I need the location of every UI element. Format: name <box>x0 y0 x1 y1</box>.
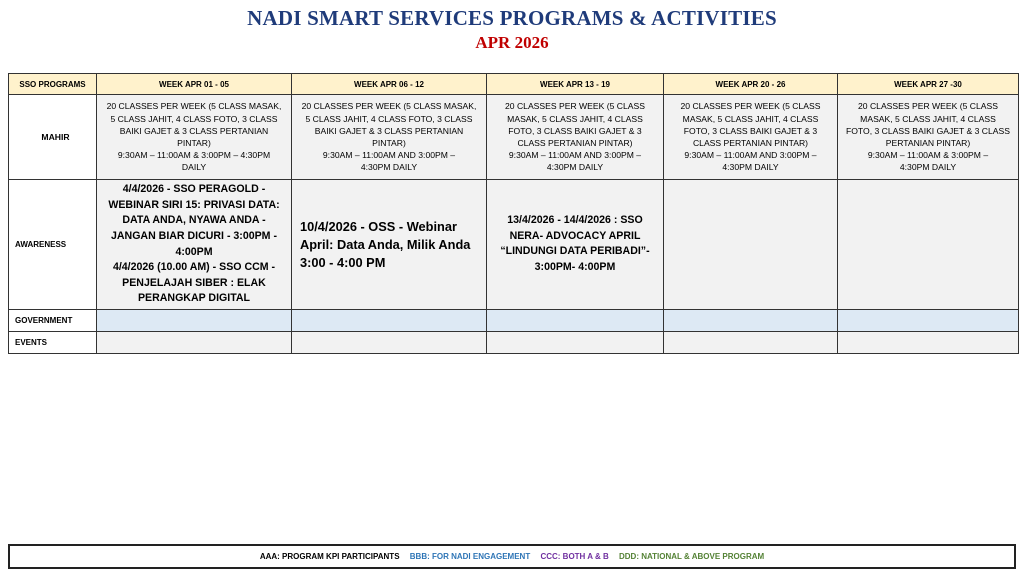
events-row <box>9 332 1019 354</box>
cell-text-line: FOTO, 3 CLASS BAIKI GAJET & 3 <box>508 125 642 136</box>
cell-text-line: 4:30PM DAILY <box>899 162 957 173</box>
mahir-row <box>9 95 1019 180</box>
events-cell <box>97 332 292 354</box>
mahir-cell <box>838 95 1019 180</box>
cell-text-line: 5 CLASS JAHIT, 4 CLASS FOTO, 3 CLASS <box>305 113 473 124</box>
mahir-cell <box>664 95 838 180</box>
mahir-cell <box>97 95 292 180</box>
legend-box <box>8 544 1016 569</box>
events-cell <box>487 332 664 354</box>
cell-text-line: 20 CLASSES PER WEEK (5 CLASS MASAK, <box>106 101 282 112</box>
government-cell <box>487 310 664 332</box>
legend-item-national: DDD: NATIONAL & ABOVE PROGRAM <box>618 552 765 561</box>
page-subtitle: APR 2026 <box>475 33 549 52</box>
events-cell <box>838 332 1019 354</box>
cell-text-line: 4:00PM <box>175 245 213 258</box>
cell-text-line: NERA- ADVOCACY APRIL <box>509 229 641 242</box>
cell-text-line: 20 CLASSES PER WEEK (5 CLASS MASAK, <box>301 101 477 112</box>
cell-text-line: MASAK, 5 CLASS JAHIT, 4 CLASS <box>682 113 819 124</box>
cell-text-line: 20 CLASSES PER WEEK (5 CLASS <box>858 101 998 112</box>
cell-text-line: 9:30AM – 11:00AM AND 3:00PM – <box>322 150 456 161</box>
row-label-events: EVENTS <box>9 332 97 354</box>
cell-text-line: PERANGKAP DIGITAL <box>137 292 251 305</box>
cell-text-line: CLASS PERTANIAN PINTAR) <box>517 138 633 148</box>
government-cell <box>97 310 292 332</box>
cell-text-line: MASAK, 5 CLASS JAHIT, 4 CLASS <box>507 113 643 124</box>
row-label-mahir: MAHIR <box>9 95 97 180</box>
awareness-row <box>9 180 1019 310</box>
mahir-cell <box>487 95 664 180</box>
cell-text-line: 4/4/2026 (10.00 AM) - SSO CCM - <box>112 261 276 274</box>
cell-text-line: BAIKI GAJET & 3 CLASS PERTANIAN <box>314 125 464 136</box>
row-label-awareness: AWARENESS <box>9 180 97 310</box>
cell-text-line: 20 CLASSES PER WEEK (5 CLASS <box>680 101 821 112</box>
awareness-cell <box>292 180 487 310</box>
week-header: WEEK APR 20 - 26 <box>664 74 838 95</box>
government-cell <box>292 310 487 332</box>
cell-text-line: 9:30AM – 11:00AM AND 3:00PM – <box>684 150 817 161</box>
mahir-cell <box>292 95 487 180</box>
government-row <box>9 310 1019 332</box>
awareness-cell <box>838 180 1019 310</box>
legend-item-kpi: AAA: PROGRAM KPI PARTICIPANTS <box>259 552 400 561</box>
cell-text-line: DAILY <box>181 162 207 173</box>
cell-text-line: DATA ANDA, NYAWA ANDA - <box>122 214 266 227</box>
cell-text-line: PINTAR) <box>372 138 406 148</box>
government-cell <box>664 310 838 332</box>
cell-text-line: 4:30PM DAILY <box>546 162 604 173</box>
week-header: WEEK APR 06 - 12 <box>292 74 487 95</box>
cell-text-line: JANGAN BIAR DICURI - 3:00PM - <box>111 229 277 242</box>
cell-text-line: April: Data Anda, Milik Anda <box>300 236 471 252</box>
corner-header: SSO PROGRAMS <box>9 74 97 95</box>
week-header: WEEK APR 13 - 19 <box>487 74 664 95</box>
cell-text-line: 4:30PM DAILY <box>722 162 779 173</box>
cell-text-line: 20 CLASSES PER WEEK (5 CLASS <box>505 101 645 112</box>
awareness-cell <box>97 180 292 310</box>
week-header: WEEK APR 01 - 05 <box>97 74 292 95</box>
government-cell <box>838 310 1019 332</box>
week-header: WEEK APR 27 -30 <box>838 74 1019 95</box>
events-cell <box>292 332 487 354</box>
legend-item-engagement: BBB: FOR NADI ENGAGEMENT <box>409 552 531 561</box>
cell-text-line: 4/4/2026 - SSO PERAGOLD - <box>122 183 266 196</box>
row-label-government: GOVERNMENT <box>9 310 97 332</box>
cell-text-line: 4:30PM DAILY <box>360 162 418 173</box>
cell-text-line: 3:00 - 4:00 PM <box>300 254 386 270</box>
cell-text-line: PINTAR) <box>177 138 211 148</box>
cell-text-line: MASAK, 5 CLASS JAHIT, 4 CLASS <box>860 113 996 124</box>
cell-text-line: BAIKI GAJET & 3 CLASS PERTANIAN <box>119 125 269 136</box>
cell-text-line: 13/4/2026 - 14/4/2026 : SSO <box>507 214 643 226</box>
cell-text-line: WEBINAR SIRI 15: PRIVASI DATA: <box>108 198 280 211</box>
header-row <box>9 74 1019 95</box>
page-title: NADI SMART SERVICES PROGRAMS & ACTIVITIES <box>247 6 777 30</box>
cell-text-line: 9:30AM – 11:00AM & 3:00PM – 4:30PM <box>117 150 271 161</box>
events-cell <box>664 332 838 354</box>
cell-text-line: 9:30AM – 11:00AM & 3:00PM – <box>867 150 989 161</box>
schedule-table <box>8 73 1019 354</box>
cell-text-line: CLASS PERTANIAN PINTAR) <box>692 138 809 148</box>
cell-text-line: PENJELAJAH SIBER : ELAK <box>122 276 266 289</box>
cell-text-line: “LINDUNGI DATA PERIBADI”- <box>500 245 650 257</box>
legend-item-both: CCC: BOTH A & B <box>540 552 609 561</box>
cell-text-line: PERTANIAN PINTAR) <box>885 138 971 148</box>
cell-text-line: FOTO, 3 CLASS BAIKI GAJET & 3 <box>683 125 818 136</box>
cell-text-line: 10/4/2026 - OSS - Webinar <box>300 218 457 234</box>
cell-text-line: 5 CLASS JAHIT, 4 CLASS FOTO, 3 CLASS <box>110 113 278 124</box>
cell-text-line: 9:30AM – 11:00AM AND 3:00PM – <box>508 150 642 161</box>
cell-text-line: FOTO, 3 CLASS BAIKI GAJET & 3 CLASS <box>846 125 1010 136</box>
cell-text-line: 3:00PM- 4:00PM <box>534 260 616 273</box>
awareness-cell <box>487 180 664 310</box>
awareness-cell <box>664 180 838 310</box>
